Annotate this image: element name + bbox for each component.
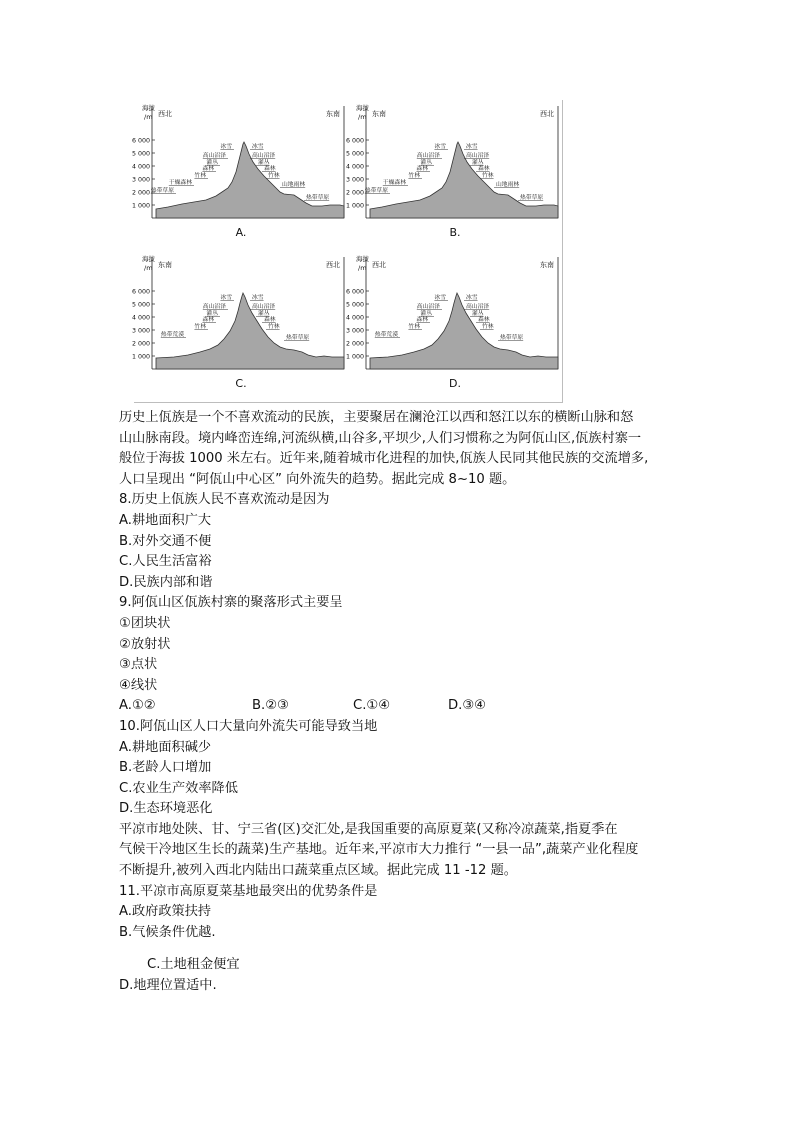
axis-label: 海拔 xyxy=(142,104,155,112)
left-vegetation-label: 竹林 xyxy=(408,173,420,179)
passage-line: 山山脉南段。境内峰峦连绵,河流纵横,山谷多,平坝少,人们习惯称之为阿佤山区,佤族村寨一 xyxy=(119,430,642,446)
passage-line: 历史上佤族是一个不喜欢流动的民族，主要聚居在澜沧江以西和怒江以东的横断山脉和怒 xyxy=(119,410,634,425)
left-direction-label: 西北 xyxy=(372,261,386,269)
left-vegetation-label: 竹林 xyxy=(194,324,206,330)
q8-option-a: A.耕地面积广大 xyxy=(119,512,212,528)
question-8-stem: 8.历史上佤族人民不喜欢流动是因为 xyxy=(119,492,330,508)
tick-label: 4 000 xyxy=(345,314,364,322)
left-vegetation-label: 热带草原 xyxy=(364,188,388,194)
profile-panel-c xyxy=(131,251,348,402)
left-vegetation-label: 灌丛 xyxy=(420,311,432,317)
left-vegetation-label: 冰雪 xyxy=(220,295,232,301)
left-vegetation-label: 干燥森林 xyxy=(382,180,406,186)
right-vegetation-label: 灌丛 xyxy=(472,160,484,166)
q8-option-d: D.民族内部和谐 xyxy=(119,574,213,590)
right-vegetation-label: 高山沼泽 xyxy=(252,153,276,159)
profile-panel-d xyxy=(345,251,562,402)
left-vegetation-label: 森林 xyxy=(202,166,214,172)
tick-label: 3 000 xyxy=(345,327,364,335)
left-vegetation-label: 热带荒漠 xyxy=(374,332,398,338)
tick-label: 1 000 xyxy=(131,353,150,361)
passage-2 xyxy=(119,820,699,882)
left-vegetation-label: 灌丛 xyxy=(420,160,432,166)
right-vegetation-label: 山地雨林 xyxy=(282,182,306,188)
tick-label: 2 000 xyxy=(131,189,150,197)
passage-1 xyxy=(119,408,699,490)
panel-letter: B. xyxy=(449,226,461,239)
tick-label: 6 000 xyxy=(345,137,364,145)
right-vegetation-label: 冰雪 xyxy=(252,295,264,301)
right-vegetation-label: 热带草原 xyxy=(520,195,544,201)
tick-label: 6 000 xyxy=(131,288,150,296)
left-direction-label: 东南 xyxy=(372,110,386,118)
axis-label: 海拔 xyxy=(356,255,369,263)
q9-option-b: B.②③ xyxy=(252,698,289,714)
profile-panel-b xyxy=(345,100,562,251)
right-vegetation-label: 山地雨林 xyxy=(496,182,520,188)
tick-label: 2 000 xyxy=(345,189,364,197)
q8-option-b: B.对外交通不便 xyxy=(119,533,212,549)
panel-letter: D. xyxy=(449,377,461,390)
axis-unit-label: /m xyxy=(358,113,367,121)
left-direction-label: 东南 xyxy=(158,261,172,269)
q8-option-c: C.人民生活富裕 xyxy=(119,554,212,570)
left-vegetation-label: 冰雪 xyxy=(220,144,232,150)
q11-option-b: B.气候条件优越. xyxy=(119,924,216,940)
passage-line: 不断提升,被列入西北内陆出口蔬菜重点区域。据此完成 11 -12 题。 xyxy=(119,863,517,879)
tick-label: 3 000 xyxy=(131,327,150,335)
right-vegetation-label: 热带草原 xyxy=(306,195,330,201)
right-direction-label: 东南 xyxy=(540,261,554,269)
q10-option-c: C.农业生产效率降低 xyxy=(119,780,238,796)
q9-option-d: D.③④ xyxy=(448,698,486,714)
passage-line: 人口呈现出 “阿佤山中心区” 向外流失的趋势。据此完成 8~10 题。 xyxy=(119,471,516,487)
q10-option-b: B.老龄人口增加 xyxy=(119,760,212,776)
q9-item-3: ③点状 xyxy=(119,657,158,673)
tick-label: 3 000 xyxy=(345,176,364,184)
right-vegetation-label: 竹林 xyxy=(268,173,280,179)
left-vegetation-label: 森林 xyxy=(202,317,214,323)
left-vegetation-label: 高山沼泽 xyxy=(416,153,440,159)
right-direction-label: 东南 xyxy=(326,110,340,118)
q11-option-d: D.地理位置适中. xyxy=(119,978,217,994)
right-vegetation-label: 灌丛 xyxy=(472,311,484,317)
q11-option-c: C.土地租金便宜 xyxy=(147,957,240,973)
left-direction-label: 西北 xyxy=(158,110,172,118)
terrain-profile xyxy=(370,293,558,369)
tick-label: 3 000 xyxy=(131,176,150,184)
question-10-stem: 10.阿佤山区人口大量向外流失可能导致当地 xyxy=(119,718,378,734)
axis-unit-label: /m xyxy=(144,113,153,121)
right-vegetation-label: 竹林 xyxy=(268,324,280,330)
vegetation-profile-figure xyxy=(131,100,563,403)
right-vegetation-label: 热带草原 xyxy=(286,335,310,341)
tick-label: 2 000 xyxy=(345,340,364,348)
left-vegetation-label: 竹林 xyxy=(194,173,206,179)
tick-label: 5 000 xyxy=(345,150,364,158)
right-vegetation-label: 竹林 xyxy=(482,324,494,330)
left-vegetation-label: 竹林 xyxy=(408,324,420,330)
axis-unit-label: /m xyxy=(144,264,153,272)
right-vegetation-label: 冰雪 xyxy=(466,144,478,150)
tick-label: 6 000 xyxy=(131,137,150,145)
profile-svg xyxy=(131,251,348,402)
right-vegetation-label: 森林 xyxy=(264,317,276,323)
axis-label: 海拔 xyxy=(142,255,155,263)
axis-label: 海拔 xyxy=(356,104,369,112)
profile-svg xyxy=(345,251,562,402)
tick-label: 2 000 xyxy=(131,340,150,348)
q9-item-4: ④线状 xyxy=(119,677,158,693)
left-vegetation-label: 灌丛 xyxy=(206,160,218,166)
left-vegetation-label: 热带草原 xyxy=(150,188,174,194)
profile-svg xyxy=(345,100,562,251)
q9-option-c: C.①④ xyxy=(353,698,391,714)
tick-label: 1 000 xyxy=(345,202,364,210)
panel-letter: A. xyxy=(235,226,247,239)
panel-letter: C. xyxy=(235,377,247,390)
q10-option-d: D.生态环境恶化 xyxy=(119,801,213,817)
q10-option-a: A.耕地面积碱少 xyxy=(119,739,212,755)
tick-label: 4 000 xyxy=(131,314,150,322)
q9-option-a: A.①② xyxy=(119,698,156,714)
terrain-profile xyxy=(156,293,344,369)
tick-label: 1 000 xyxy=(345,353,364,361)
left-vegetation-label: 灌丛 xyxy=(206,311,218,317)
tick-label: 1 000 xyxy=(131,202,150,210)
left-vegetation-label: 高山沼泽 xyxy=(202,304,226,310)
right-direction-label: 西北 xyxy=(326,261,340,269)
profile-svg xyxy=(131,100,348,251)
axis-unit-label: /m xyxy=(358,264,367,272)
q9-item-2: ②放射状 xyxy=(119,636,171,652)
left-vegetation-label: 高山沼泽 xyxy=(416,304,440,310)
right-vegetation-label: 热带草原 xyxy=(500,335,524,341)
right-direction-label: 西北 xyxy=(540,110,554,118)
right-vegetation-label: 竹林 xyxy=(482,173,494,179)
tick-label: 5 000 xyxy=(131,150,150,158)
question-text xyxy=(119,408,699,997)
right-vegetation-label: 灌丛 xyxy=(258,160,270,166)
passage-line: 平凉市地处陕、甘、宁三省(区)交汇处,是我国重要的高原夏菜(又称冷凉蔬菜,指夏季在 xyxy=(119,821,618,837)
profile-panel-a xyxy=(131,100,348,251)
q9-options xyxy=(119,696,699,717)
tick-label: 6 000 xyxy=(345,288,364,296)
q11-option-a: A.政府政策扶持 xyxy=(119,904,212,920)
right-vegetation-label: 高山沼泽 xyxy=(252,304,276,310)
tick-label: 5 000 xyxy=(345,301,364,309)
right-vegetation-label: 高山沼泽 xyxy=(466,304,490,310)
right-vegetation-label: 冰雪 xyxy=(466,295,478,301)
left-vegetation-label: 冰雪 xyxy=(434,295,446,301)
left-vegetation-label: 森林 xyxy=(416,317,428,323)
left-vegetation-label: 森林 xyxy=(416,166,428,172)
right-vegetation-label: 森林 xyxy=(478,317,490,323)
passage-line: 气候干冷地区生长的蔬菜)生产基地。近年来,平凉市大力推行 “一县一品”,蔬菜产业化程度 xyxy=(119,842,639,858)
tick-label: 4 000 xyxy=(131,163,150,171)
passage-line: 般位于海拔 1000 米左右。近年来,随着城市化进程的加快,佤族人民同其他民族的交流增多, xyxy=(119,451,649,467)
right-vegetation-label: 森林 xyxy=(478,166,490,172)
tick-label: 5 000 xyxy=(131,301,150,309)
left-vegetation-label: 高山沼泽 xyxy=(202,153,226,159)
question-11-stem: 11.平凉市高原夏菜基地最突出的优势条件是 xyxy=(119,883,378,899)
right-vegetation-label: 灌丛 xyxy=(258,311,270,317)
left-vegetation-label: 热带荒漠 xyxy=(160,332,184,338)
right-vegetation-label: 高山沼泽 xyxy=(466,153,490,159)
right-vegetation-label: 森林 xyxy=(264,166,276,172)
q9-item-1: ①团块状 xyxy=(119,615,171,631)
question-9-stem: 9.阿佤山区佤族村寨的聚落形式主要呈 xyxy=(119,595,343,611)
tick-label: 4 000 xyxy=(345,163,364,171)
right-vegetation-label: 冰雪 xyxy=(252,144,264,150)
left-vegetation-label: 冰雪 xyxy=(434,144,446,150)
left-vegetation-label: 干燥森林 xyxy=(168,180,192,186)
